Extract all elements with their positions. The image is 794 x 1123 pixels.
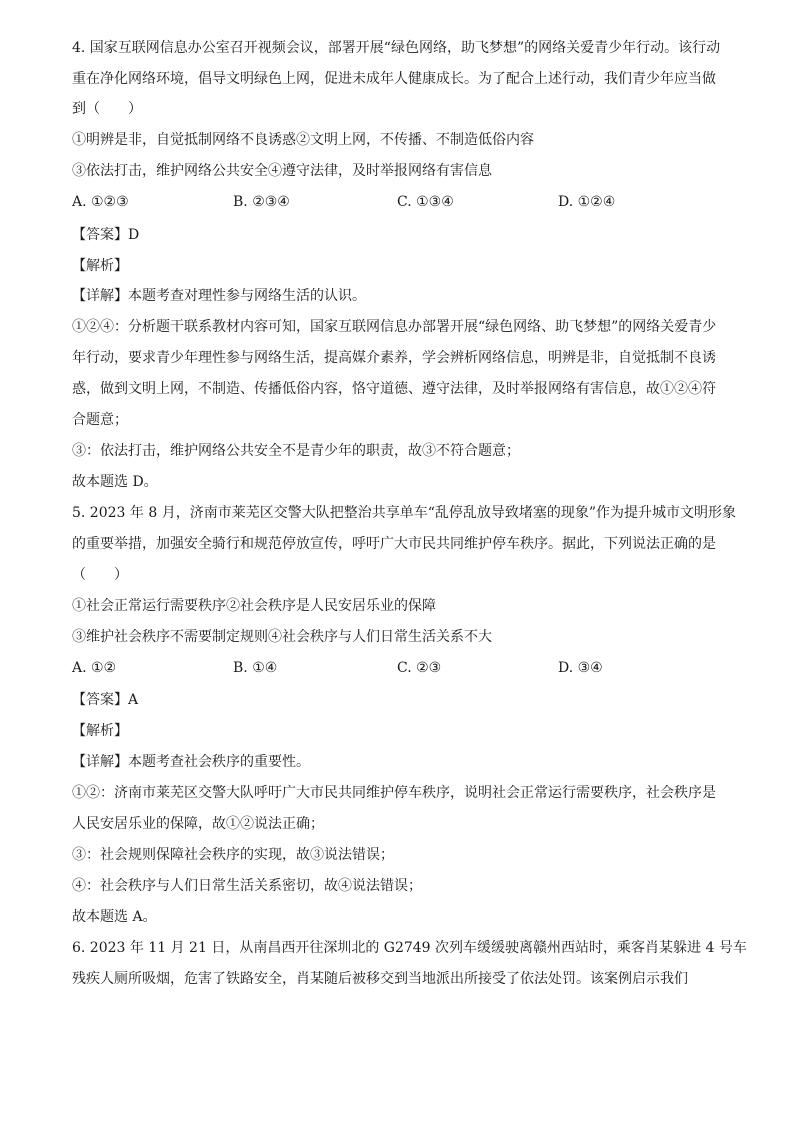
q5-answer: 【答案】A [72, 692, 139, 708]
q5-explanation-line-2: 人民安居乐业的保障，故①②说法正确； [72, 816, 324, 832]
q4-options [72, 192, 722, 212]
q4-option-a: A. ①②③ [72, 194, 129, 210]
q5-option-b: B. ①④ [233, 660, 278, 676]
q4-conclusion: 故本题选 D。 [72, 474, 158, 490]
q5-options [72, 658, 722, 678]
q5-explanation-line-3: ③：社会规则保障社会秩序的实现，故③说法错误； [72, 847, 394, 863]
q5-detail: 【详解】本题考查社会秩序的重要性。 [72, 754, 310, 770]
q4-answer: 【答案】D [72, 227, 140, 243]
q5-stem-line-2: 的重要举措，加强安全骑行和规范停放宣传，呼吁广大市民共同维护停车秩序。据此，下列说法正确的是 [72, 536, 716, 552]
q5-conclusion: 故本题选 A。 [72, 909, 157, 925]
q5-item-line-1: ①社会正常运行需要秩序②社会秩序是人民安居乐业的保障 [72, 598, 436, 614]
q4-option-c: C. ①③④ [397, 194, 454, 210]
q5-explanation-line-1: ①②：济南市莱芜区交警大队呼吁广大市民共同维护停车秩序，说明社会正常运行需要秩序，社会秩序是 [72, 785, 716, 801]
q4-stem-line-2: 重在净化网络环境，倡导文明绿色上网，促进未成年人健康成长。为了配合上述行动，我们青少年应当做 [72, 71, 716, 87]
q4-explanation-line-2: 年行动，要求青少年理性参与网络生活，提高媒介素养，学会辨析网络信息，明辨是非，自觉抵制不良诱 [72, 350, 716, 366]
q4-option-d: D. ①②④ [558, 194, 616, 210]
q5-stem-line-3: （ ） [72, 567, 128, 583]
q4-option-b: B. ②③④ [233, 194, 290, 210]
q4-stem-line-3: 到（ ） [72, 101, 142, 117]
q6-stem-line-1: 6. 2023 年 11 月 21 日，从南昌西开往深圳北的 G2749 次列车缓缓驶离赣州西站时，乘客肖某躲进 4 号车 [72, 940, 747, 956]
q5-analysis-heading: 【解析】 [72, 723, 128, 739]
q6-stem-line-2: 残疾人厕所吸烟，危害了铁路安全，肖某随后被移交到当地派出所接受了依法处罚。该案例启示我们 [72, 971, 688, 987]
q4-explanation-line-5: ③：依法打击，维护网络公共安全不是青少年的职责，故③不符合题意； [72, 443, 520, 459]
q4-analysis-heading: 【解析】 [72, 258, 128, 274]
q4-stem-line-1: 4. 国家互联网信息办公室召开视频会议，部署开展“绿色网络，助飞梦想”的网络关爱青少年行动。该行动 [72, 40, 721, 56]
q4-item-line-2: ③依法打击，维护网络公共安全④遵守法律，及时举报网络有害信息 [72, 163, 492, 179]
q5-explanation-line-4: ④：社会秩序与人们日常生活关系密切，故④说法错误； [72, 878, 422, 894]
q5-option-a: A. ①② [72, 660, 117, 676]
q5-option-d: D. ③④ [558, 660, 603, 676]
q4-explanation-line-1: ①②④：分析题干联系教材内容可知，国家互联网信息办部署开展“绿色网络、助飞梦想”的网络关爱青少 [72, 319, 717, 335]
q4-item-line-1: ①明辨是非，自觉抵制网络不良诱惑②文明上网，不传播、不制造低俗内容 [72, 132, 534, 148]
q5-option-c: C. ②③ [397, 660, 442, 676]
q5-item-line-2: ③维护社会秩序不需要制定规则④社会秩序与人们日常生活关系不大 [72, 629, 492, 645]
q4-explanation-line-4: 合题意； [72, 412, 128, 428]
q4-detail: 【详解】本题考查对理性参与网络生活的认识。 [72, 288, 366, 304]
q5-stem-line-1: 5. 2023 年 8 月，济南市莱芜区交警大队把整治共享单车“乱停乱放导致堵塞的现象”作为提升城市文明形象 [72, 505, 737, 521]
q4-explanation-line-3: 惑，做到文明上网，不制造、传播低俗内容，恪守道德、遵守法律，及时举报网络有害信息，故①②④符 [72, 381, 716, 397]
